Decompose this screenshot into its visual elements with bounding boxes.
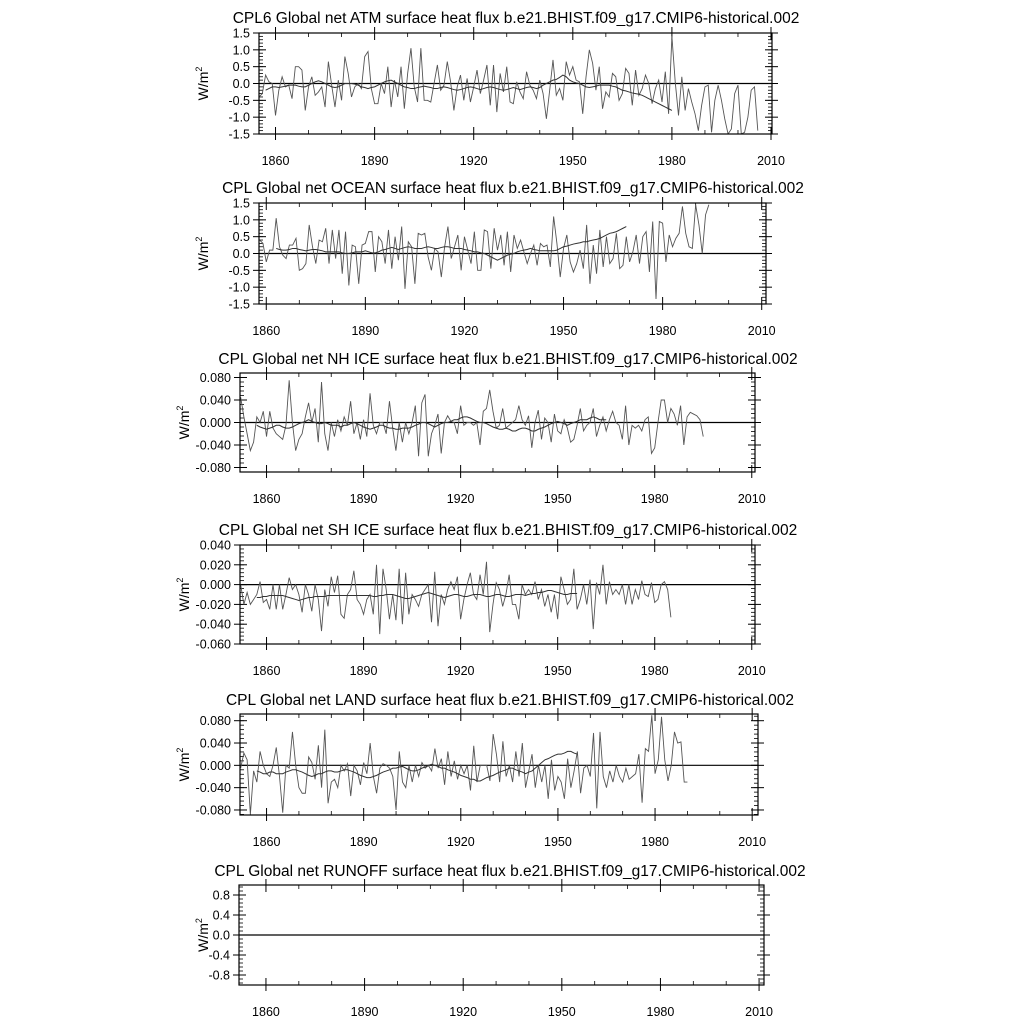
plot-frame	[240, 714, 758, 815]
y-tick-label: -0.8	[208, 968, 230, 983]
chart-panel-1	[194, 10, 799, 168]
chart-title: CPL Global net SH ICE surface heat flux b.e21.BHIST.f09_g17.CMIP6-historical.002	[218, 522, 798, 539]
x-tick-label: 1860	[252, 492, 281, 506]
y-tick-label: 0.0	[212, 928, 230, 943]
x-tick-label: 1920	[459, 154, 488, 168]
x-tick-label: 1860	[252, 1005, 280, 1019]
x-tick-label: 1890	[360, 154, 389, 168]
y-tick-label: 0.040	[199, 393, 231, 408]
y-axis-label-unit: W/m	[176, 752, 192, 782]
x-tick-label: 1950	[543, 664, 572, 678]
y-axis-label-superscript: 2	[194, 66, 204, 72]
x-tick-label: 1860	[252, 664, 281, 678]
chart-panel-5	[175, 692, 794, 849]
x-tick-label: 2010	[745, 1005, 773, 1019]
chart-title: CPL Global net NH ICE surface heat flux b.e21.BHIST.f09_g17.CMIP6-historical.002	[218, 351, 798, 368]
y-axis-label-unit: W/m	[176, 410, 192, 440]
x-tick-label: 1920	[449, 1005, 478, 1019]
y-tick-label: 0.000	[199, 578, 231, 593]
annual-series-line	[241, 380, 704, 456]
y-tick-label: -0.040	[195, 617, 231, 632]
chart-panel-3	[175, 351, 798, 506]
chart-title: CPL Global net RUNOFF surface heat flux b.e21.BHIST.f09_g17.CMIP6-historical.002	[214, 863, 806, 880]
y-tick-label: -0.4	[208, 948, 230, 963]
y-tick-label: 0.000	[199, 416, 231, 430]
y-tick-label: -0.080	[195, 461, 231, 475]
y-tick-label: -0.060	[195, 637, 231, 652]
x-tick-label: 1860	[252, 835, 281, 849]
x-tick-label: 1860	[252, 324, 281, 338]
chart-title: CPL Global net OCEAN surface heat flux b.e21.BHIST.f09_g17.CMIP6-historical.002	[222, 180, 804, 197]
y-tick-label: -1.0	[228, 280, 250, 295]
y-tick-label: -1.5	[228, 127, 250, 142]
y-tick-label: 0.000	[199, 758, 231, 773]
y-tick-label: 0.5	[232, 60, 250, 75]
y-tick-label: 1.5	[232, 26, 250, 41]
y-tick-label: 0.020	[199, 558, 231, 573]
y-tick-label: -0.020	[195, 597, 231, 612]
chart-panel-2	[194, 180, 804, 338]
y-tick-label: 1.5	[232, 196, 250, 211]
x-tick-label: 1890	[349, 664, 378, 678]
x-tick-label: 2010	[737, 492, 766, 506]
annual-series-line	[259, 36, 758, 134]
x-tick-label: 1920	[446, 664, 475, 678]
y-axis-label-superscript: 2	[194, 918, 204, 924]
x-tick-label: 1950	[549, 324, 578, 338]
y-tick-label: 0.0	[232, 77, 250, 91]
x-tick-label: 1860	[261, 154, 290, 168]
x-tick-label: 1950	[544, 835, 572, 849]
y-tick-label: -0.080	[195, 803, 231, 818]
y-axis-label	[175, 406, 192, 440]
y-tick-label: 0.040	[199, 538, 231, 553]
x-tick-label: 1890	[350, 1005, 379, 1019]
y-axis-label-superscript: 2	[175, 577, 185, 583]
y-tick-label: 0.080	[199, 371, 231, 385]
x-tick-label: 2010	[747, 324, 776, 338]
y-axis-label-superscript: 2	[175, 747, 185, 753]
y-tick-label: 0.8	[212, 888, 230, 903]
y-axis-label-unit: W/m	[195, 71, 211, 101]
y-axis-label-unit: W/m	[176, 582, 192, 612]
y-tick-label: -1.5	[228, 297, 250, 312]
y-tick-label: 1.0	[232, 213, 250, 228]
y-axis-label-superscript: 2	[194, 236, 204, 242]
x-tick-label: 2010	[737, 664, 766, 678]
y-tick-label: -0.5	[228, 93, 250, 108]
x-tick-label: 1980	[640, 492, 669, 506]
chart-panel-6	[194, 863, 806, 1019]
y-tick-label: 0.040	[199, 736, 231, 751]
x-tick-label: 1920	[446, 835, 475, 849]
y-tick-label: 0.080	[199, 714, 231, 729]
y-axis-label	[194, 237, 211, 271]
y-tick-label: 0.0	[232, 247, 250, 261]
x-tick-label: 1950	[547, 1005, 576, 1019]
x-tick-label: 1950	[558, 154, 587, 168]
x-tick-label: 1920	[446, 492, 475, 506]
y-axis-label	[194, 918, 211, 952]
y-tick-label: -0.5	[228, 263, 250, 278]
x-tick-label: 2010	[738, 835, 767, 849]
y-axis-label-superscript: 2	[175, 405, 185, 411]
y-axis-label	[175, 578, 192, 612]
x-tick-label: 1920	[450, 324, 479, 338]
y-tick-label: 0.5	[232, 230, 250, 245]
x-tick-label: 1980	[646, 1005, 675, 1019]
chart-title: CPL6 Global net ATM surface heat flux b.e21.BHIST.f09_g17.CMIP6-historical.002	[232, 10, 800, 27]
y-tick-label: 1.0	[232, 43, 250, 58]
x-tick-label: 1890	[351, 324, 380, 338]
x-tick-label: 1890	[349, 492, 378, 506]
y-tick-label: -0.040	[195, 438, 231, 453]
y-axis-label	[194, 67, 211, 101]
x-tick-label: 1950	[543, 492, 572, 506]
x-tick-label: 1890	[349, 835, 378, 849]
x-tick-label: 1980	[641, 835, 669, 849]
y-tick-label: 0.4	[212, 908, 230, 923]
y-tick-label: -1.0	[228, 110, 250, 125]
annual-series-line	[241, 562, 671, 634]
chart-title: CPL Global net LAND surface heat flux b.e21.BHIST.f09_g17.CMIP6-historical.002	[225, 692, 795, 709]
x-tick-label: 1980	[648, 324, 677, 338]
x-tick-label: 1980	[640, 664, 669, 678]
y-tick-label: -0.040	[195, 781, 231, 796]
x-tick-label: 1980	[658, 154, 686, 168]
y-axis-label	[175, 748, 192, 782]
y-axis-label-unit: W/m	[195, 923, 211, 952]
chart-panel-4	[175, 522, 797, 678]
y-axis-label-unit: W/m	[195, 241, 211, 271]
x-tick-label: 2010	[757, 154, 785, 168]
